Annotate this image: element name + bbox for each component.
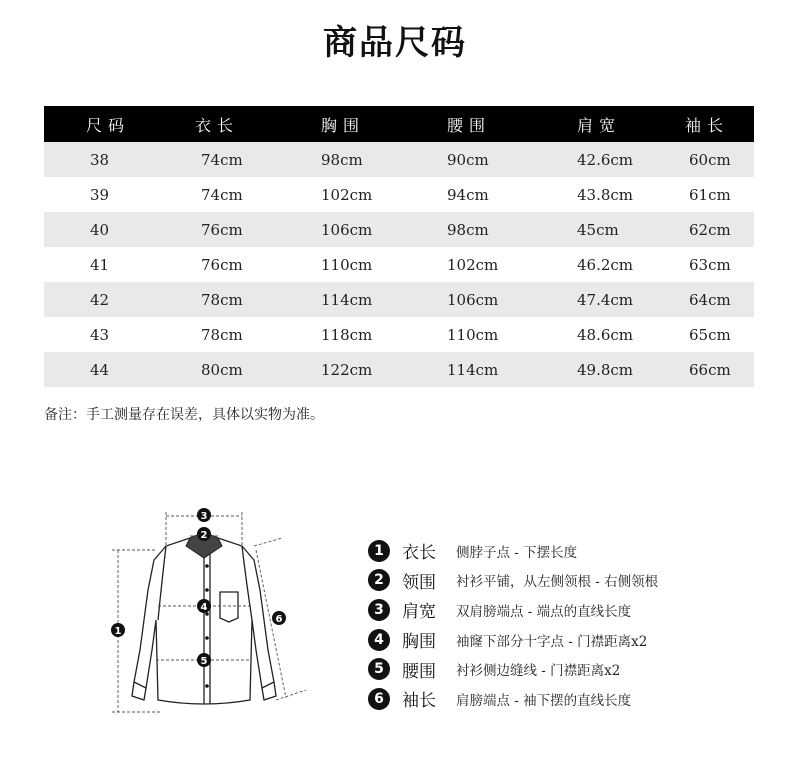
table-cell: 43 xyxy=(44,317,167,352)
table-cell: 98cm xyxy=(413,212,537,247)
shirt-outline xyxy=(132,538,276,704)
marker-6 xyxy=(272,611,286,625)
table-cell: 44 xyxy=(44,352,167,387)
size-table xyxy=(44,106,754,387)
legend-label: 衣长 xyxy=(402,543,436,564)
table-cell: 38 xyxy=(44,142,167,177)
table-cell: 41 xyxy=(44,247,167,282)
shirt-buttons xyxy=(205,564,209,688)
legend-description: 肩膀端点 - 袖下摆的直线长度 xyxy=(456,692,632,709)
legend-number: 1 xyxy=(368,540,390,562)
legend-item-sleeve xyxy=(368,684,768,714)
table-cell: 78cm xyxy=(167,317,287,352)
table-cell: 106cm xyxy=(287,212,413,247)
legend-label: 袖长 xyxy=(402,691,436,712)
table-cell: 61cm xyxy=(655,177,754,212)
legend-label: 肩宽 xyxy=(402,602,436,623)
marker-1 xyxy=(111,623,125,637)
table-cell: 114cm xyxy=(413,352,537,387)
table-cell: 66cm xyxy=(655,352,754,387)
table-cell: 74cm xyxy=(167,142,287,177)
table-cell: 49.8cm xyxy=(537,352,655,387)
table-row xyxy=(44,282,754,317)
table-row xyxy=(44,247,754,282)
legend-description: 衬衫平铺，从左侧领根 - 右侧领根 xyxy=(456,574,659,591)
marker-3 xyxy=(197,508,211,522)
measurement-note: 备注：手工测量存在误差，具体以实物为准。 xyxy=(44,407,324,423)
header-size: 尺码 xyxy=(44,106,167,142)
table-header-row xyxy=(44,106,754,142)
table-cell: 60cm xyxy=(655,142,754,177)
marker-4 xyxy=(197,599,211,613)
table-cell: 122cm xyxy=(287,352,413,387)
legend-item-shoulder xyxy=(368,595,768,625)
table-cell: 47.4cm xyxy=(537,282,655,317)
table-cell: 46.2cm xyxy=(537,247,655,282)
legend-number: 2 xyxy=(368,569,390,591)
table-cell: 62cm xyxy=(655,212,754,247)
table-row xyxy=(44,352,754,387)
table-cell: 45cm xyxy=(537,212,655,247)
table-cell: 110cm xyxy=(287,247,413,282)
svg-text:6: 6 xyxy=(275,614,283,625)
svg-text:5: 5 xyxy=(200,656,208,667)
marker-2 xyxy=(197,527,211,541)
table-cell: 74cm xyxy=(167,177,287,212)
shirt-measurement-diagram xyxy=(96,500,316,720)
legend-label: 领围 xyxy=(402,572,436,593)
legend-number: 6 xyxy=(368,688,390,710)
table-cell: 102cm xyxy=(287,177,413,212)
legend-item-collar xyxy=(368,566,768,596)
legend-description: 双肩膀端点 - 端点的直线长度 xyxy=(456,603,632,620)
table-cell: 106cm xyxy=(413,282,537,317)
table-cell: 118cm xyxy=(287,317,413,352)
svg-text:4: 4 xyxy=(200,602,208,613)
table-cell: 102cm xyxy=(413,247,537,282)
page-title: 商品尺码 xyxy=(323,23,467,63)
table-cell: 65cm xyxy=(655,317,754,352)
table-cell: 43.8cm xyxy=(537,177,655,212)
table-cell: 48.6cm xyxy=(537,317,655,352)
table-cell: 78cm xyxy=(167,282,287,317)
table-cell: 98cm xyxy=(287,142,413,177)
table-cell: 40 xyxy=(44,212,167,247)
table-cell: 114cm xyxy=(287,282,413,317)
legend-description: 袖窿下部分十字点 - 门襟距离x2 xyxy=(456,633,648,650)
legend-item-length xyxy=(368,536,768,566)
legend-label: 胸围 xyxy=(402,632,436,653)
svg-text:3: 3 xyxy=(200,511,208,522)
legend-description: 侧脖子点 - 下摆长度 xyxy=(456,544,578,561)
marker-5 xyxy=(197,653,211,667)
table-cell: 63cm xyxy=(655,247,754,282)
svg-text:1: 1 xyxy=(114,626,122,637)
legend-label: 腰围 xyxy=(402,661,436,682)
legend-item-waist xyxy=(368,654,768,684)
table-cell: 76cm xyxy=(167,212,287,247)
table-cell: 80cm xyxy=(167,352,287,387)
table-cell: 90cm xyxy=(413,142,537,177)
header-chest: 胸围 xyxy=(287,106,413,142)
table-cell: 39 xyxy=(44,177,167,212)
table-cell: 94cm xyxy=(413,177,537,212)
table-row xyxy=(44,142,754,177)
table-row xyxy=(44,212,754,247)
table-cell: 64cm xyxy=(655,282,754,317)
header-shoulder: 肩宽 xyxy=(537,106,655,142)
legend-number: 4 xyxy=(368,629,390,651)
legend-number: 5 xyxy=(368,658,390,680)
header-sleeve: 袖长 xyxy=(655,106,754,142)
table-cell: 42.6cm xyxy=(537,142,655,177)
table-cell: 42 xyxy=(44,282,167,317)
table-row xyxy=(44,177,754,212)
table-cell: 76cm xyxy=(167,247,287,282)
header-length: 衣长 xyxy=(167,106,287,142)
legend-number: 3 xyxy=(368,599,390,621)
table-cell: 110cm xyxy=(413,317,537,352)
svg-text:2: 2 xyxy=(200,530,208,541)
legend-description: 衬衫侧边缝线 - 门襟距离x2 xyxy=(456,663,621,680)
table-row xyxy=(44,317,754,352)
measurement-legend xyxy=(368,536,768,714)
legend-item-chest xyxy=(368,625,768,655)
header-waist: 腰围 xyxy=(413,106,537,142)
